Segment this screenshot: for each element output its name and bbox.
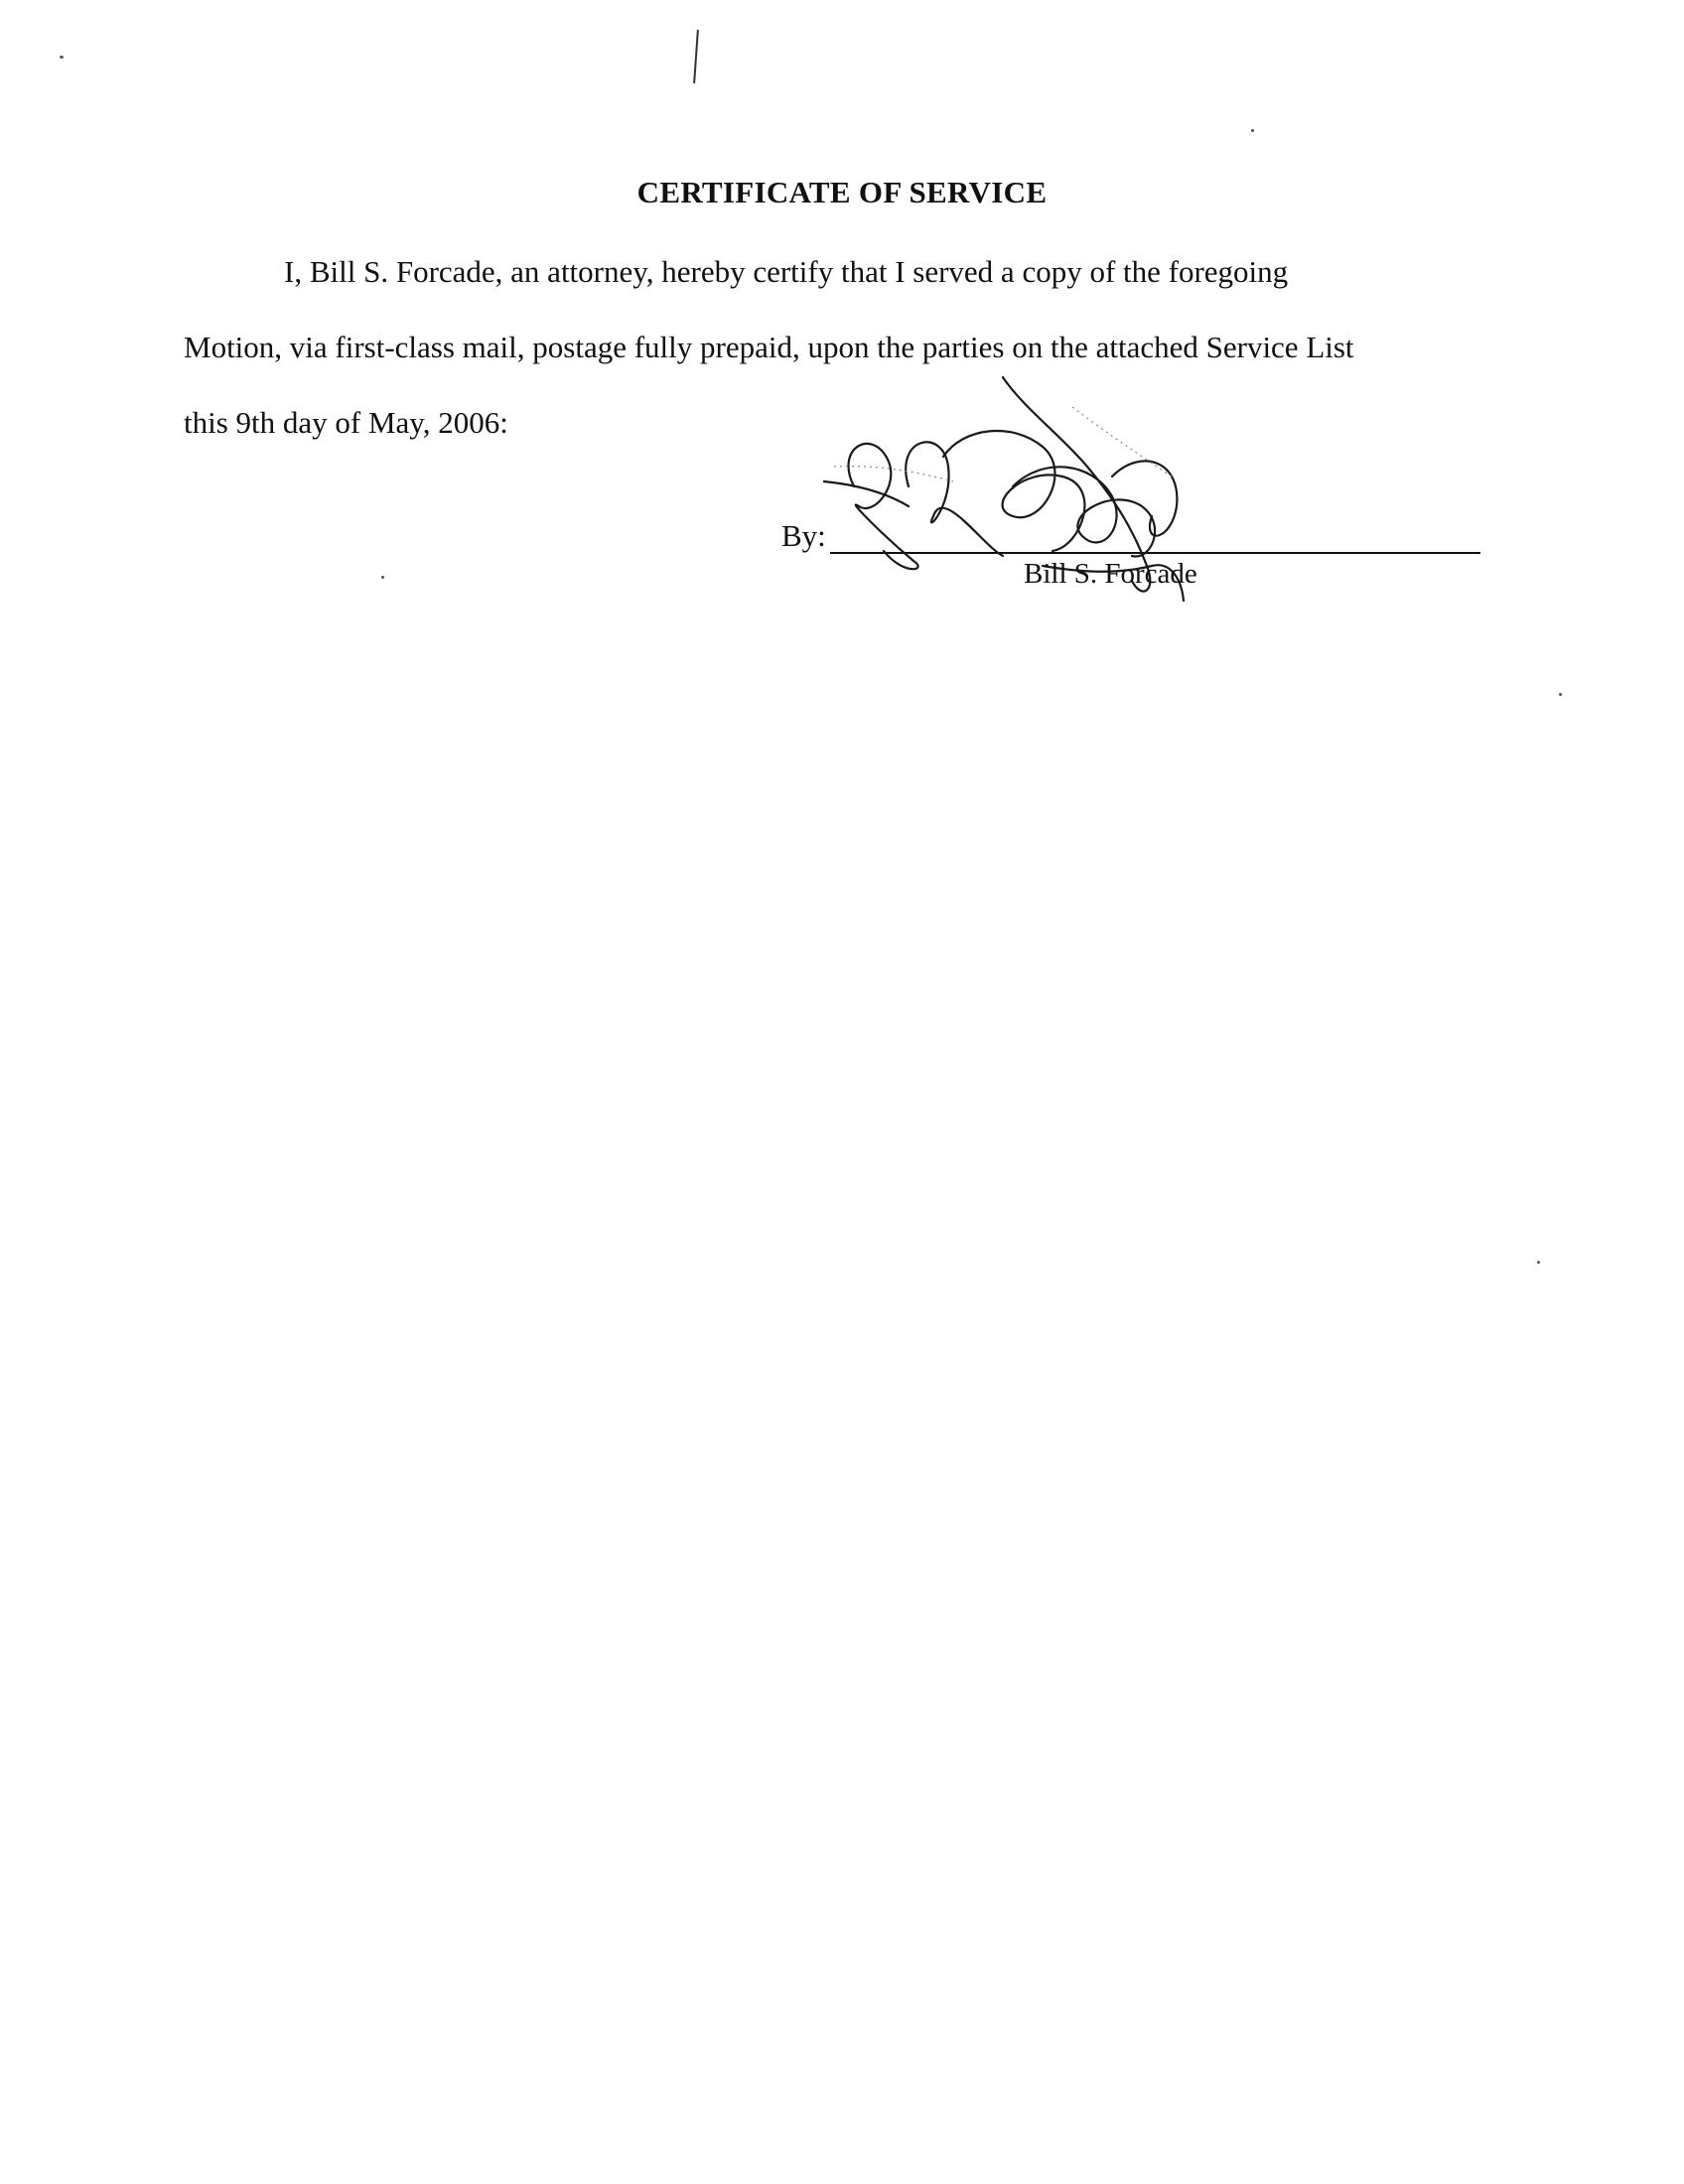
- scan-speck: [60, 56, 64, 59]
- signer-name: Bill S. Forcade: [1024, 558, 1197, 590]
- scan-speck: [1537, 1261, 1540, 1264]
- certificate-text-line-2: Motion, via first-class mail, postage fully prepaid, upon the parties on the attached Service List: [184, 330, 1354, 364]
- scan-speck: [1251, 129, 1254, 132]
- certificate-text-line-3: this 9th day of May, 2006:: [184, 405, 508, 440]
- document-title: CERTIFICATE OF SERVICE: [636, 175, 1048, 209]
- scan-artifact-mark: [693, 30, 699, 83]
- scan-speck: [381, 576, 384, 579]
- signature-by-label: By:: [781, 518, 826, 553]
- scan-speck: [1559, 693, 1562, 696]
- certificate-text-line-1: I, Bill S. Forcade, an attorney, hereby certify that I served a copy of the foregoing: [284, 254, 1289, 289]
